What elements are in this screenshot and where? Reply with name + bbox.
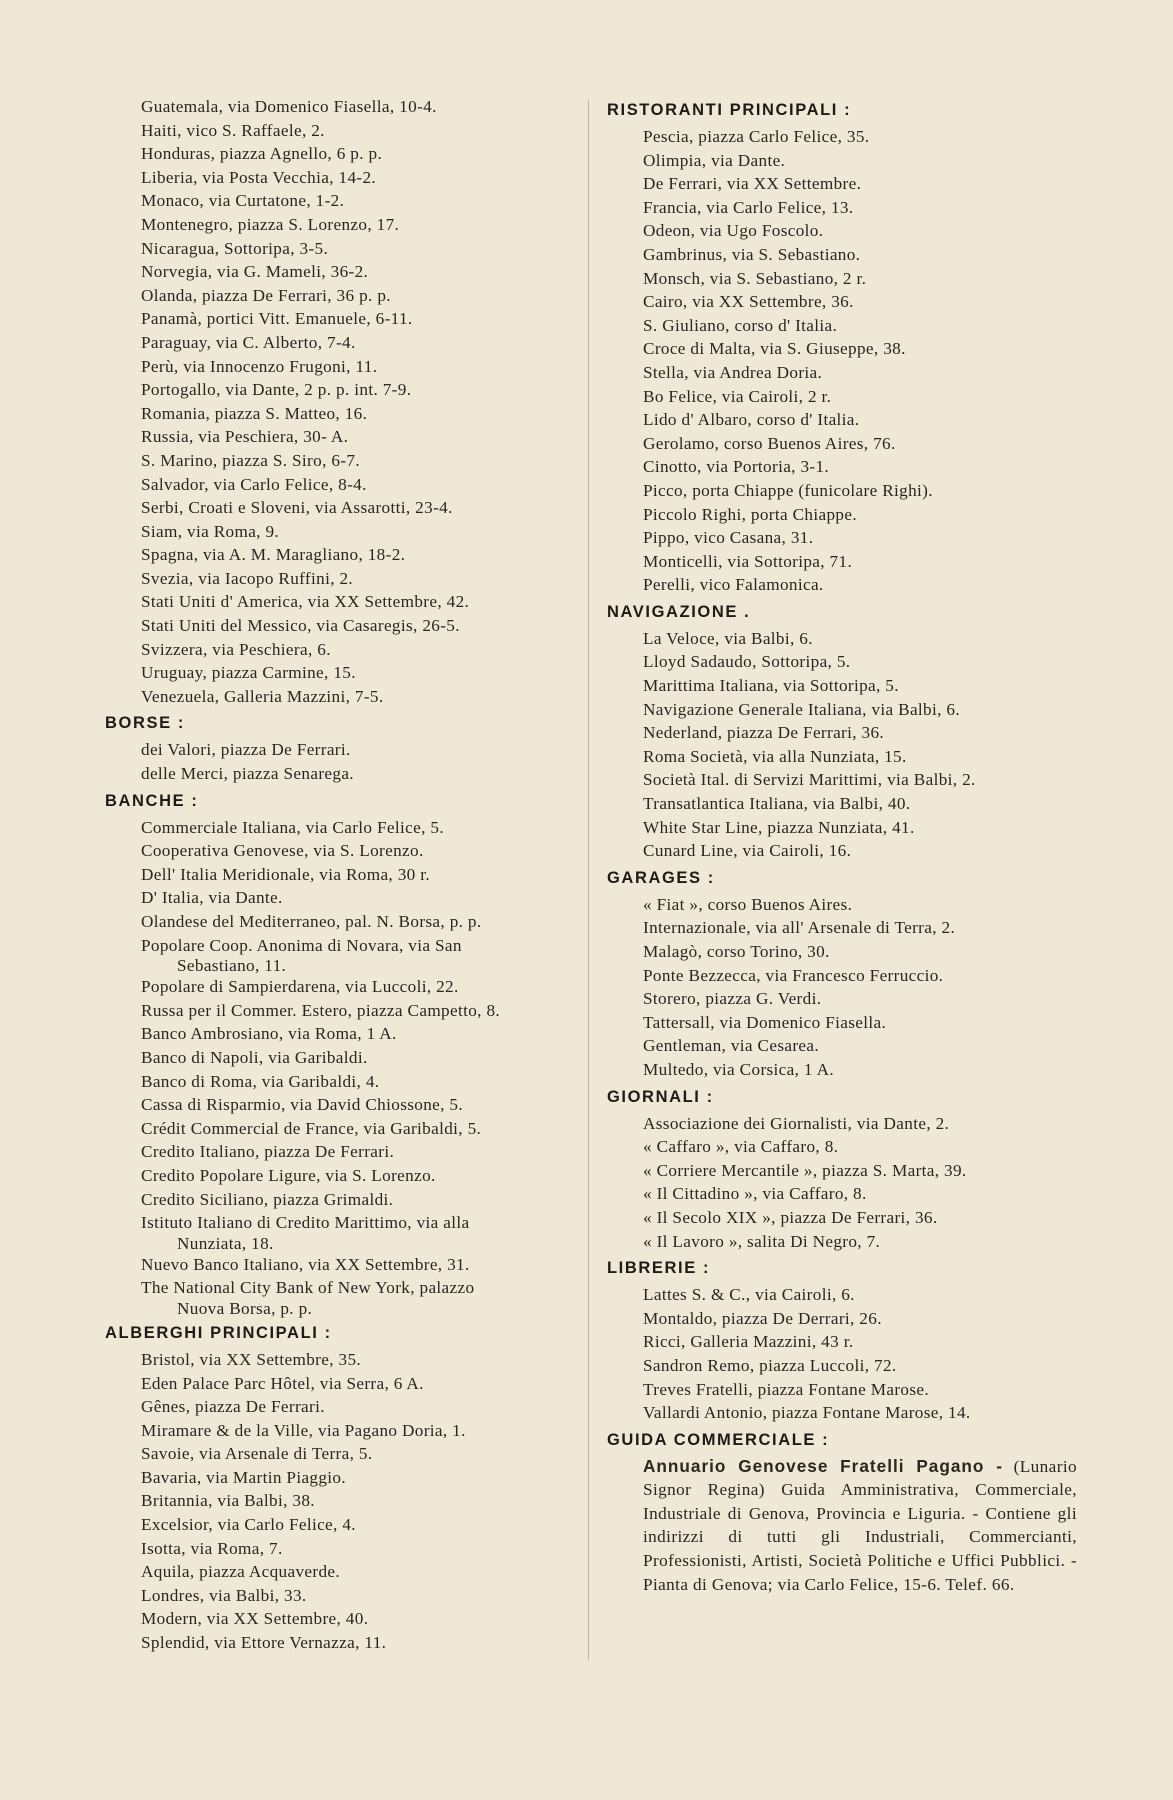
entry-text: The National City Bank of New York, palazzo <box>141 1278 475 1298</box>
list-item: Tattersall, via Domenico Fiasella. <box>643 1012 887 1032</box>
entry-text: Istituto Italiano di Credito Marittimo, via alla <box>141 1213 470 1233</box>
list-item: Modern, via XX Settembre, 40. <box>141 1609 369 1629</box>
list-item: S. Giuliano, corso d' Italia. <box>643 315 838 335</box>
list-item: Marittima Italiana, via Sottoripa, 5. <box>643 676 899 696</box>
list-item: Commerciale Italiana, via Carlo Felice, 5. <box>141 817 444 837</box>
librerie-heading: LIBRERIE : <box>607 1259 711 1278</box>
list-item: « Caffaro », via Caffaro, 8. <box>643 1137 839 1157</box>
list-item: Vallardi Antonio, piazza Fontane Marose, 14. <box>643 1403 971 1423</box>
giornali-list <box>607 1112 1077 1254</box>
list-item: Russa per il Commer. Estero, piazza Campetto, 8. <box>141 1000 501 1020</box>
list-item: Treves Fratelli, piazza Fontane Marose. <box>643 1379 930 1399</box>
list-item: « Il Lavoro », salita Di Negro, 7. <box>643 1231 881 1251</box>
list-item: Paraguay, via C. Alberto, 7-4. <box>141 332 356 352</box>
list-item: Liberia, via Posta Vecchia, 14-2. <box>141 167 377 187</box>
list-item: Bo Felice, via Cairoli, 2 r. <box>643 386 832 406</box>
list-item: Ricci, Galleria Mazzini, 43 r. <box>643 1332 854 1352</box>
list-item: Honduras, piazza Agnello, 6 p. p. <box>141 144 383 164</box>
borse-heading: BORSE : <box>105 714 185 733</box>
list-item: Cinotto, via Portoria, 3-1. <box>643 457 830 477</box>
list-item: Picco, porta Chiappe (funicolare Righi). <box>643 480 933 500</box>
list-item: Roma Società, via alla Nunziata, 15. <box>643 746 907 766</box>
list-item: Serbi, Croati e Sloveni, via Assarotti, 23-4. <box>141 498 453 518</box>
guida-title: Annuario Genovese Fratelli Pagano - <box>643 1455 1003 1476</box>
list-item: Pescia, piazza Carlo Felice, 35. <box>643 127 870 146</box>
list-item: Bavaria, via Martin Piaggio. <box>141 1467 347 1487</box>
entry-continuation: Nuova Borsa, p. p. <box>177 1298 313 1318</box>
list-item <box>105 1211 575 1253</box>
list-item: dei Valori, piazza De Ferrari. <box>141 740 351 760</box>
entry-continuation: Sebastiano, 11. <box>177 956 287 976</box>
list-item: Associazione dei Giornalisti, via Dante, 2. <box>643 1113 950 1133</box>
list-item: Svizzera, via Peschiera, 6. <box>141 639 331 659</box>
list-item: Cassa di Risparmio, via David Chiossone, 5. <box>141 1095 464 1115</box>
list-item: Lattes S. & C., via Cairoli, 6. <box>643 1285 855 1305</box>
entry-text: Popolare Coop. Anonima di Novara, via San <box>141 935 462 955</box>
list-item: Società Ital. di Servizi Marittimi, via Balbi, 2. <box>643 770 976 790</box>
list-item: Odeon, via Ugo Foscolo. <box>643 221 824 241</box>
right-column <box>607 95 1077 1596</box>
garages-list <box>607 893 1077 1082</box>
borse-list <box>105 738 575 785</box>
list-item: Spagna, via A. M. Maragliano, 18-2. <box>141 545 406 565</box>
ristoranti-heading: RISTORANTI PRINCIPALI : <box>607 101 852 119</box>
list-item: Gambrinus, via S. Sebastiano. <box>643 244 861 264</box>
list-item: Splendid, via Ettore Vernazza, 11. <box>141 1633 387 1653</box>
list-item: Nederland, piazza De Ferrari, 36. <box>643 723 885 743</box>
list-item: Nicaragua, Sottoripa, 3-5. <box>141 238 329 258</box>
list-item <box>105 1276 575 1318</box>
list-item: delle Merci, piazza Senarega. <box>141 764 354 784</box>
list-item: Olimpia, via Dante. <box>643 150 786 170</box>
banche-list <box>105 816 575 934</box>
list-item: Bristol, via XX Settembre, 35. <box>141 1349 362 1369</box>
ristoranti-list <box>607 125 1077 597</box>
guida-text: (Lunario Signor Regina) Guida Amministrativa, Commerciale, Industriale di Genova, Provincia e Liguria. - Contiene gli indirizzi di tutti gli Industriali, Commercianti, Professionisti, Artisti, Società Politiche e Uffici Pubblici. - Pianta di Genova; via Carlo Felice, 15-6. Telef. 66. <box>643 1456 1077 1594</box>
list-item: Internazionale, via all' Arsenale di Terra, 2. <box>643 918 956 938</box>
alberghi-heading: ALBERGHI PRINCIPALI : <box>105 1323 332 1342</box>
list-item: Multedo, via Corsica, 1 A. <box>643 1059 834 1079</box>
list-item: Excelsior, via Carlo Felice, 4. <box>141 1515 356 1535</box>
list-item: Francia, via Carlo Felice, 13. <box>643 197 854 217</box>
list-item: Nuevo Banco Italiano, via XX Settembre, 31. <box>141 1254 470 1274</box>
list-item: Romania, piazza S. Matteo, 16. <box>141 403 368 423</box>
list-item: Navigazione Generale Italiana, via Balbi, 6. <box>643 699 961 719</box>
list-item: « Fiat », corso Buenos Aires. <box>643 894 853 914</box>
garages-heading: GARAGES : <box>607 868 715 887</box>
list-item: Stati Uniti d' America, via XX Settembre, 42. <box>141 592 470 612</box>
list-item: Cunard Line, via Cairoli, 16. <box>643 841 852 861</box>
banche-list-continued <box>105 975 575 1211</box>
list-item: « Il Cittadino », via Caffaro, 8. <box>643 1184 867 1204</box>
list-item: Credito Popolare Ligure, via S. Lorenzo. <box>141 1165 436 1185</box>
list-item: Montenegro, piazza S. Lorenzo, 17. <box>141 214 400 234</box>
navigazione-heading: NAVIGAZIONE . <box>607 602 751 621</box>
banche-list-continued-2 <box>105 1253 575 1277</box>
list-item: Isotta, via Roma, 7. <box>141 1538 283 1558</box>
giornali-heading: GIORNALI : <box>607 1087 714 1106</box>
list-item: Aquila, piazza Acquaverde. <box>141 1562 341 1582</box>
librerie-list <box>607 1283 1077 1425</box>
list-item: Portogallo, via Dante, 2 p. p. int. 7-9. <box>141 380 412 400</box>
list-item: La Veloce, via Balbi, 6. <box>643 628 813 648</box>
list-item: Pippo, vico Casana, 31. <box>643 528 814 548</box>
list-item: De Ferrari, via XX Settembre. <box>643 174 862 194</box>
list-item: Crédit Commercial de France, via Garibaldi, 5. <box>141 1118 482 1138</box>
list-item: Dell' Italia Meridionale, via Roma, 30 r. <box>141 864 431 884</box>
list-item: Monaco, via Curtatone, 1-2. <box>141 191 345 211</box>
list-item: Gentleman, via Cesarea. <box>643 1036 820 1056</box>
list-item: Eden Palace Parc Hôtel, via Serra, 6 A. <box>141 1373 424 1393</box>
list-item: Miramare & de la Ville, via Pagano Doria, 1. <box>141 1420 466 1440</box>
list-item: Lido d' Albaro, corso d' Italia. <box>643 410 860 430</box>
list-item: Storero, piazza G. Verdi. <box>643 989 822 1009</box>
list-item: Britannia, via Balbi, 38. <box>141 1491 315 1511</box>
list-item: White Star Line, piazza Nunziata, 41. <box>643 817 915 837</box>
banche-heading: BANCHE : <box>105 791 199 810</box>
list-item: Londres, via Balbi, 33. <box>141 1585 307 1605</box>
list-item: Cooperativa Genovese, via S. Lorenzo. <box>141 841 424 861</box>
list-item: Gênes, piazza De Ferrari. <box>141 1397 325 1417</box>
list-item: Perù, via Innocenzo Frugoni, 11. <box>141 356 378 376</box>
list-item: Savoie, via Arsenale di Terra, 5. <box>141 1444 373 1464</box>
list-item: Sandron Remo, piazza Luccoli, 72. <box>643 1355 897 1375</box>
list-item: Credito Siciliano, piazza Grimaldi. <box>141 1189 394 1209</box>
alberghi-list <box>105 1348 575 1655</box>
list-item: Transatlantica Italiana, via Balbi, 40. <box>643 794 911 814</box>
list-item: « Il Secolo XIX », piazza De Ferrari, 36. <box>643 1207 938 1227</box>
list-item: Stella, via Andrea Doria. <box>643 362 823 382</box>
list-item: « Corriere Mercantile », piazza S. Marta, 39. <box>643 1160 967 1180</box>
list-item: Malagò, corso Torino, 30. <box>643 942 830 961</box>
list-item: Perelli, vico Falamonica. <box>643 575 824 595</box>
list-item: Popolare di Sampierdarena, via Luccoli, 22. <box>141 977 459 997</box>
list-item: Svezia, via Iacopo Ruffini, 2. <box>141 568 354 588</box>
list-item: Monsch, via S. Sebastiano, 2 r. <box>643 268 867 288</box>
list-item: Panamà, portici Vitt. Emanuele, 6-11. <box>141 309 413 329</box>
list-item: Olanda, piazza De Ferrari, 36 p. p. <box>141 285 391 305</box>
consulates-list <box>105 95 575 708</box>
list-item: Guatemala, via Domenico Fiasella, 10-4. <box>141 97 437 116</box>
list-item: Venezuela, Galleria Mazzini, 7-5. <box>141 686 384 706</box>
list-item: Banco Ambrosiano, via Roma, 1 A. <box>141 1024 397 1044</box>
entry-continuation: Nunziata, 18. <box>177 1233 274 1253</box>
list-item: Haiti, vico S. Raffaele, 2. <box>141 120 325 140</box>
list-item: Siam, via Roma, 9. <box>141 521 280 541</box>
list-item: Croce di Malta, via S. Giuseppe, 38. <box>643 339 906 359</box>
list-item: Cairo, via XX Settembre, 36. <box>643 292 854 312</box>
list-item: Uruguay, piazza Carmine, 15. <box>141 663 356 683</box>
left-column <box>105 95 575 1655</box>
list-item: Olandese del Mediterraneo, pal. N. Borsa, p. p. <box>141 912 482 931</box>
list-item: Russia, via Peschiera, 30- A. <box>141 427 349 447</box>
list-item: Stati Uniti del Messico, via Casaregis, 26-5. <box>141 616 460 636</box>
guida-paragraph <box>607 1455 1077 1597</box>
list-item: Monticelli, via Sottoripa, 71. <box>643 551 853 571</box>
list-item: Salvador, via Carlo Felice, 8-4. <box>141 474 367 494</box>
list-item: Ponte Bezzecca, via Francesco Ferruccio. <box>643 965 944 985</box>
list-item: Gerolamo, corso Buenos Aires, 76. <box>643 433 896 453</box>
list-item: D' Italia, via Dante. <box>141 888 283 908</box>
list-item: Montaldo, piazza De Derrari, 26. <box>643 1308 882 1328</box>
list-item: Banco di Roma, via Garibaldi, 4. <box>141 1071 380 1091</box>
guida-heading: GUIDA COMMERCIALE : <box>607 1430 830 1449</box>
list-item: Norvegia, via G. Mameli, 36-2. <box>141 262 369 282</box>
list-item: Piccolo Righi, porta Chiappe. <box>643 504 857 524</box>
list-item: Credito Italiano, piazza De Ferrari. <box>141 1142 395 1162</box>
column-divider <box>588 100 589 1660</box>
list-item <box>105 934 575 976</box>
list-item: Banco di Napoli, via Garibaldi. <box>141 1047 368 1067</box>
navigazione-list <box>607 627 1077 863</box>
list-item: S. Marino, piazza S. Siro, 6-7. <box>141 450 360 470</box>
list-item: Lloyd Sadaudo, Sottoripa, 5. <box>643 652 851 672</box>
